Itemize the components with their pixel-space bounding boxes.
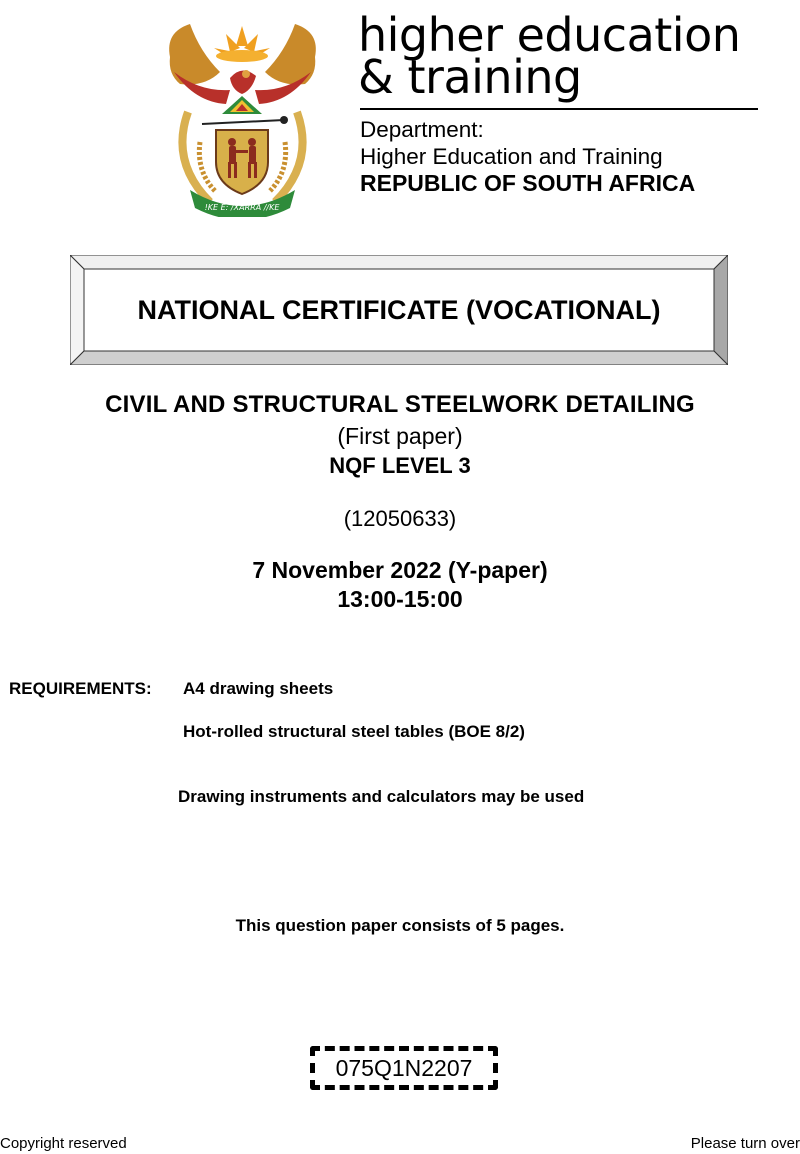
subject-title: CIVIL AND STRUCTURAL STEELWORK DETAILING — [105, 391, 695, 418]
exam-time: 13:00-15:00 — [337, 586, 463, 612]
exam-date: 7 November 2022 (Y-paper) — [252, 557, 548, 583]
nqf-level: NQF LEVEL 3 — [329, 453, 471, 478]
brand-line-2: & training — [358, 50, 582, 104]
paper-code: 075Q1N2207 — [335, 1055, 473, 1081]
requirement-item: A4 drawing sheets — [183, 679, 334, 698]
dept-label: Department: — [360, 117, 484, 142]
coat-of-arms-icon — [160, 12, 325, 217]
footer-copyright: Copyright reserved — [0, 1135, 127, 1152]
requirements-label: REQUIREMENTS: — [9, 679, 152, 698]
header-rule — [360, 108, 758, 110]
dept-name: Higher Education and Training — [360, 144, 663, 169]
requirement-item: Hot-rolled structural steel tables (BOE 8/2) — [183, 722, 525, 741]
page-count-note: This question paper consists of 5 pages. — [235, 916, 565, 935]
footer-turn-over: Please turn over — [690, 1135, 800, 1152]
svg-text:!KE E: /XARRA //KE: !KE E: /XARRA //KE — [204, 203, 280, 212]
certificate-title: NATIONAL CERTIFICATE (VOCATIONAL) — [137, 295, 661, 325]
brand-line-1: higher education — [358, 8, 741, 62]
coat-of-arms-logo — [160, 12, 325, 217]
paper-number: (First paper) — [337, 423, 463, 449]
dept-country: REPUBLIC OF SOUTH AFRICA — [360, 170, 696, 196]
requirements-note: Drawing instruments and calculators may be used — [178, 787, 585, 806]
subject-code: (12050633) — [343, 506, 457, 531]
